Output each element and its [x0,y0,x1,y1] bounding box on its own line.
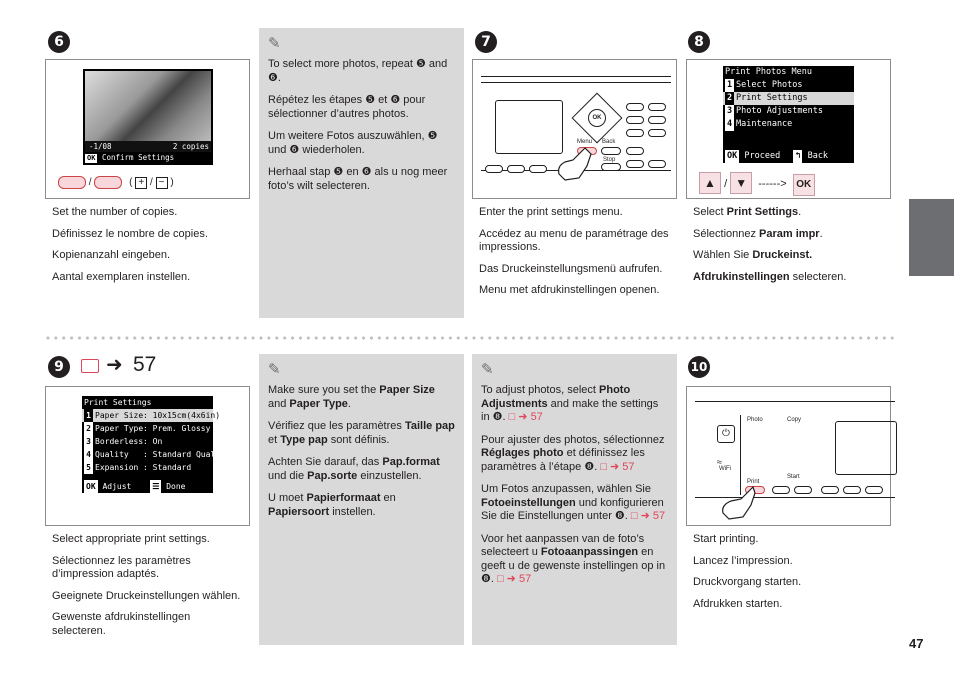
menu-label: Menu [577,139,593,145]
step-7-number: 7 [475,31,497,53]
stop-label: Stop [603,157,616,163]
note-text: Um Fotos anzupassen, wählen Sie Fotoeinstellungen und konfigurieren Sie die Einstellungen unter ❽. □ ➜ 57 [481,483,666,522]
page-ref: □ ➜ 57 [496,573,532,585]
note-pencil-icon: ✎ [268,361,281,378]
ok-button-icon: OK [588,109,606,127]
copies-left-value: -1/08 [89,142,112,151]
ok-chip: OK [727,151,738,161]
page-number: 47 [909,636,924,651]
text-line: Lancez l’impression. [693,554,793,567]
text-line: Kopienanzahl eingeben. [52,249,171,261]
step-9-illustration [45,386,250,526]
note-pencil-icon: ✎ [481,361,494,378]
step-6-text [52,206,242,292]
text-line: Set the number of copies. [52,206,178,218]
up-arrow-icon: ▲ [699,172,721,194]
start-button[interactable] [772,486,790,494]
step-10-illustration [686,386,891,526]
note-pencil-icon: ✎ [268,35,281,52]
dotted-divider [44,336,894,340]
side-button[interactable] [648,129,666,137]
bottom-button[interactable] [865,486,883,494]
section-tab [909,199,954,276]
step-9-text [52,533,242,646]
side-button[interactable] [626,116,644,124]
step-8-text [693,206,893,292]
back-label: Back [602,139,616,145]
text-line: Geeignete Druckeinstellungen wählen. [52,589,241,602]
ok-key-icon: OK [793,174,815,196]
down-arrow-icon: ▼ [730,172,752,194]
text-line: Sélectionnez les paramètres d’impression adaptés. [52,554,191,580]
arrow-ref-icon: ➜ [106,354,123,376]
lcd-title: Print Settings [84,398,152,407]
setting-row: 5 Expansion : Standard [82,461,213,474]
copy-label: Copy [787,417,802,423]
menu-item: 3 Photo Adjustments [726,106,823,116]
note-text: To adjust photos, select Photo Adjustments and make the settings in ❽. □ ➜ 57 [481,384,659,423]
paren-close: ) [170,177,174,189]
bottom-button[interactable] [529,165,547,173]
photo-preview [85,71,211,141]
note-text: Achten Sie darauf, das Pap.format und die Pap.sorte einzustellen. [268,456,440,482]
note-text: Pour ajuster des photos, sélectionnez Réglages photo et définissez les paramètres à l’étape ❽. □ ➜ 57 [481,433,665,473]
dashed-arrow-icon: ------> [758,178,787,190]
lcd-title: Print Photos Menu [725,67,812,77]
pointing-hand-icon [551,144,595,184]
bottom-button[interactable] [821,486,839,494]
note-text: U moet Papierformaat en Papiersoort instellen. [268,492,396,518]
note-text: Make sure you set the Paper Size and Paper Type. [268,384,435,410]
setting-row-selected: 1 Paper Size: 10x15cm(4x6in) [82,409,213,422]
note-text: To select more photos, repeat ❺ and ❻. [268,58,448,84]
print-label: Print [747,479,760,485]
text-line: Aantal exemplaren instellen. [52,270,191,283]
bottom-button[interactable] [843,486,861,494]
text-line: Das Druckeinstellungsmenü aufrufen. [479,262,663,275]
text-line: Select Print Settings. [693,206,802,218]
note-text: Vérifiez que les paramètres Taille pap et Type pap sont définis. [268,420,455,446]
note-panel-1 [259,28,464,318]
ok-chip: OK [86,482,96,491]
step-8-number: 8 [688,31,710,53]
paren-open: ( [129,177,133,189]
setting-row: 2 Paper Type: Prem. Glossy [82,422,213,435]
note-text: Herhaal stap ❺ en ❻ als u nog meer foto’s wilt selecteren. [268,166,448,192]
ok-chip: OK [87,154,96,162]
copies-up-button-icon [58,176,86,189]
text-line: Enter the print settings menu. [479,206,623,218]
start-button[interactable] [794,486,812,494]
page-ref: □ ➜ 57 [600,460,635,473]
page-ref: 57 [133,353,157,376]
adjust-label: Adjust [102,482,132,491]
bottom-button[interactable] [485,165,503,173]
text-line: Select appropriate print settings. [52,533,210,545]
plus-key-icon: + [135,177,147,189]
note-text: Répétez les étapes ❺ et ❻ pour sélectionner d’autres photos. [268,94,426,120]
power-button-icon: ⏻ [717,425,735,443]
setting-row: 3 Borderless: On [82,435,213,448]
step-6-illustration [45,59,250,199]
nav-keys-row [699,172,815,196]
bottom-button[interactable] [507,165,525,173]
side-button[interactable] [626,160,644,168]
copies-buttons-row [58,176,174,189]
text-line: Gewenste afdrukinstellingen selecteren. [52,611,191,637]
lcd-photo-screen [83,69,213,165]
side-button[interactable] [648,116,666,124]
text-line: Afdrukinstellingen selecteren. [693,270,847,283]
wifi-icon: ≈ [717,457,722,467]
menu-item: 4 Maintenance [726,119,793,129]
side-button[interactable] [626,103,644,111]
back-label: Back [807,151,829,161]
step-6-number: 6 [48,31,70,53]
side-button[interactable] [648,103,666,111]
text-line: Sélectionnez Param impr. [693,227,823,240]
note-text: Voor het aanpassen van de foto’s selecteert u Fotoaanpassingen en geeft u de gewenste instellingen op in ❽. □ ➜ 57 [481,532,666,585]
done-label: Done [166,482,186,491]
wifi-label: WiFi [719,466,731,472]
book-ref-icon [81,359,99,373]
text-line: Druckvorgang starten. [693,576,802,588]
step-7-text [479,206,669,306]
text-line: Start printing. [693,533,759,545]
side-button[interactable] [626,129,644,137]
slash-text: / [88,177,92,189]
pointing-hand-icon [715,483,759,523]
printer-lcd-icon [835,421,897,475]
start-label: Start [787,474,800,480]
text-line: Afdrukken starten. [693,597,783,610]
back-button[interactable] [601,147,621,155]
text-line: Menu met afdrukinstellingen openen. [479,284,660,296]
step-9-number: 9 [48,356,70,378]
page-ref: □ ➜ 57 [508,411,543,423]
side-button[interactable] [648,160,666,168]
step-8-illustration [686,59,891,199]
menu-item: 1 Select Photos [726,80,803,90]
minus-key-icon: − [156,177,168,189]
menu-item-selected: 2 Print Settings [723,92,854,105]
page-ref: □ ➜ 57 [630,510,666,522]
slash-text: / [724,178,728,190]
confirm-settings-label: Confirm Settings [101,153,175,162]
print-settings-lcd [82,396,230,493]
text-line: Accédez au menu de paramétrage des impressions. [479,227,669,253]
print-photos-menu-lcd [723,66,854,163]
step-10-text [693,533,883,619]
setting-row: 4 Quality : Standard Quality [82,448,213,461]
side-button[interactable] [626,147,644,155]
note-panel-2 [259,354,464,645]
text-line: Définissez le nombre de copies. [52,227,208,240]
proceed-label: Proceed [744,151,781,161]
slash-text-2: / [150,177,153,189]
note-panel-3 [472,354,677,645]
copies-value: 2 copies [172,142,209,151]
text-line: Wählen Sie Druckeinst. [693,249,813,261]
copies-down-button-icon [94,176,122,189]
note-text: Um weitere Fotos auszuwählen, ❺ und ❻ wiederholen. [268,130,438,156]
menu-chip-icon: ☰ [152,482,160,491]
back-chip-icon: ↰ [795,151,801,161]
step-10-number: 10 [688,356,710,378]
stop-button[interactable] [601,163,621,171]
step-7-illustration [472,59,677,199]
photo-label: Photo [747,417,763,423]
